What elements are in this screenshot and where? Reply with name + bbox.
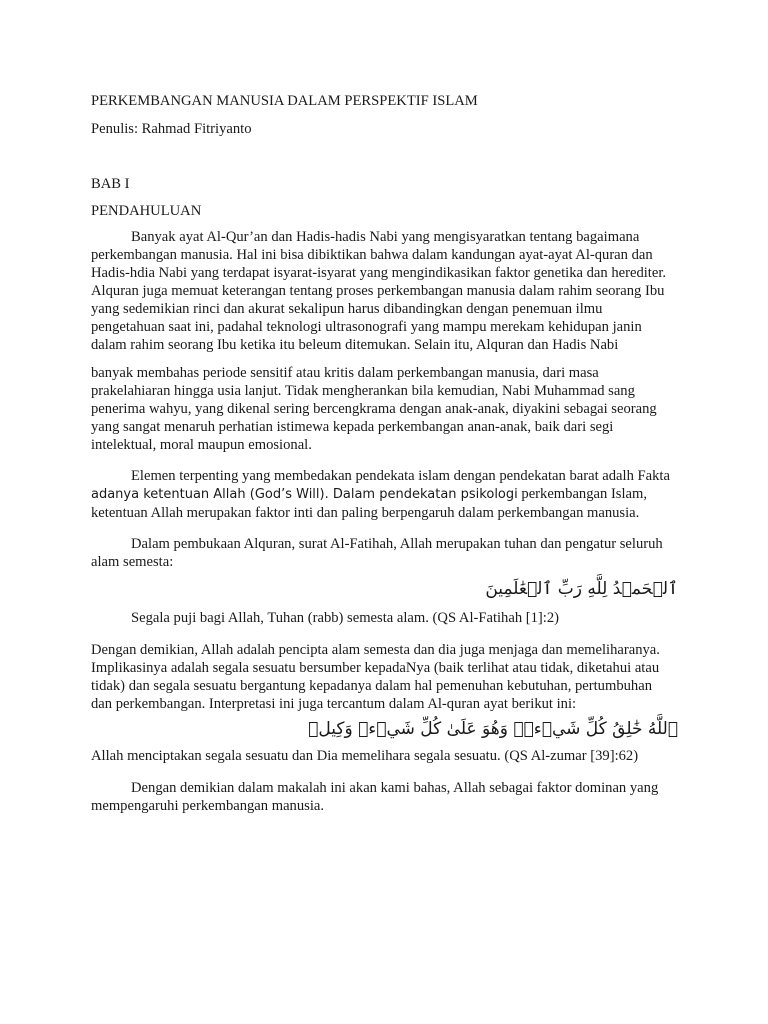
paragraph-1: Banyak ayat Al-Qur’an dan Hadis-hadis Nabi yang mengisyaratkan tentang bagaimana perkembangan manusia. Hal ini bisa dibiktikan bahwa dalam kandungan ayat-ayat Al-quran dan Hadis-hdia Nabi yang terdapat isyarat-isyarat yang mengindikasikan faktor genetika dan herediter. Alquran juga memuat keterangan tentang proses perkembangan manusia dalam rahim seorang Ibu yang sedemikian rinci dan akurat sekalipun harus dibandingkan dengan penemuan ilmu pengetahuan saat ini, padahal teknologi ultrasonografi yang mampu merekam kehidupan janin dalam rahim seorang Ibu ketika itu beleum ditemukan. Selain itu, Alquran dan Hadis Nabi: [91, 229, 667, 353]
paragraph-6: Dengan demikian dalam makalah ini akan kami bahas, Allah sebagai faktor dominan yang mempengaruhi perkembangan manusia.: [91, 780, 659, 814]
section-heading: PENDAHULUAN: [91, 203, 202, 219]
verse-translation-fatihah: Segala puji bagi Allah, Tuhan (rabb) semesta alam. (QS Al-Fatihah [1]:2): [131, 610, 560, 626]
paragraph-3-part-b: adanya ketentuan Allah (God’s Will). Dalam pendekatan psikologi: [91, 487, 518, 502]
paragraph-3-part-a: Elemen terpenting yang membedakan pendekata islam dengan pendekatan barat adalh Fakta: [131, 468, 670, 484]
paragraph-4: Dalam pembukaan Alquran, surat Al-Fatihah, Allah merupakan tuhan dan pengatur seluruh alam semesta:: [91, 536, 663, 570]
paragraph-3-part-c: perkembangan Islam, ketentuan Allah merupakan faktor inti dan paling berpengaruh dalam perkembangan manusia.: [91, 486, 648, 521]
verse-translation-zumar: Allah menciptakan segala sesuatu dan Dia memelihara segala sesuatu. (QS Al-zumar [39]:62): [91, 748, 639, 764]
document-title: PERKEMBANGAN MANUSIA DALAM PERSPEKTIF ISLAM: [91, 93, 478, 109]
arabic-verse-zumar: ٱللَّهُ خَٰلِقُ كُلِّ شَيۡءٖۖ وَهُوَ عَلَىٰ كُلِّ شَيۡءٖ وَكِيلٞ: [308, 719, 678, 739]
chapter-label: BAB I: [91, 176, 130, 192]
paragraph-3: [91, 467, 672, 522]
arabic-verse-fatihah: ٱلۡحَمۡدُ لِلَّهِ رَبِّ ٱلۡعَٰلَمِينَ: [485, 579, 678, 599]
paragraph-5: Dengan demikian, Allah adalah pencipta alam semesta dan dia juga menjaga dan memeliharanya. Implikasinya adalah segala sesuatu bersumber kepadaNya (baik terlihat atau tidak, diketahui atau tidak) dan segala sesuatu bergantung kepadanya dalam hal pemenuhan kebutuhan, pertumbuhan dan perkembangan. Interpretasi ini juga tercantum dalam Al-quran ayat berikut ini:: [91, 642, 660, 712]
paragraph-2: banyak membahas periode sensitif atau kritis dalam perkembangan manusia, dari masa prakelahiaran hingga usia lanjut. Tidak mengherankan bila kemudian, Nabi Muhammad sang penerima wahyu, yang dikenal sering bercengkrama dengan anak-anak, diyakini sebagai seorang yang sangat menaruh perhatian istimewa kepada perkembangan anan-anak, baik dari segi intelektual, moral maupun emosional.: [91, 365, 657, 453]
author-line: Penulis: Rahmad Fitriyanto: [91, 121, 252, 137]
